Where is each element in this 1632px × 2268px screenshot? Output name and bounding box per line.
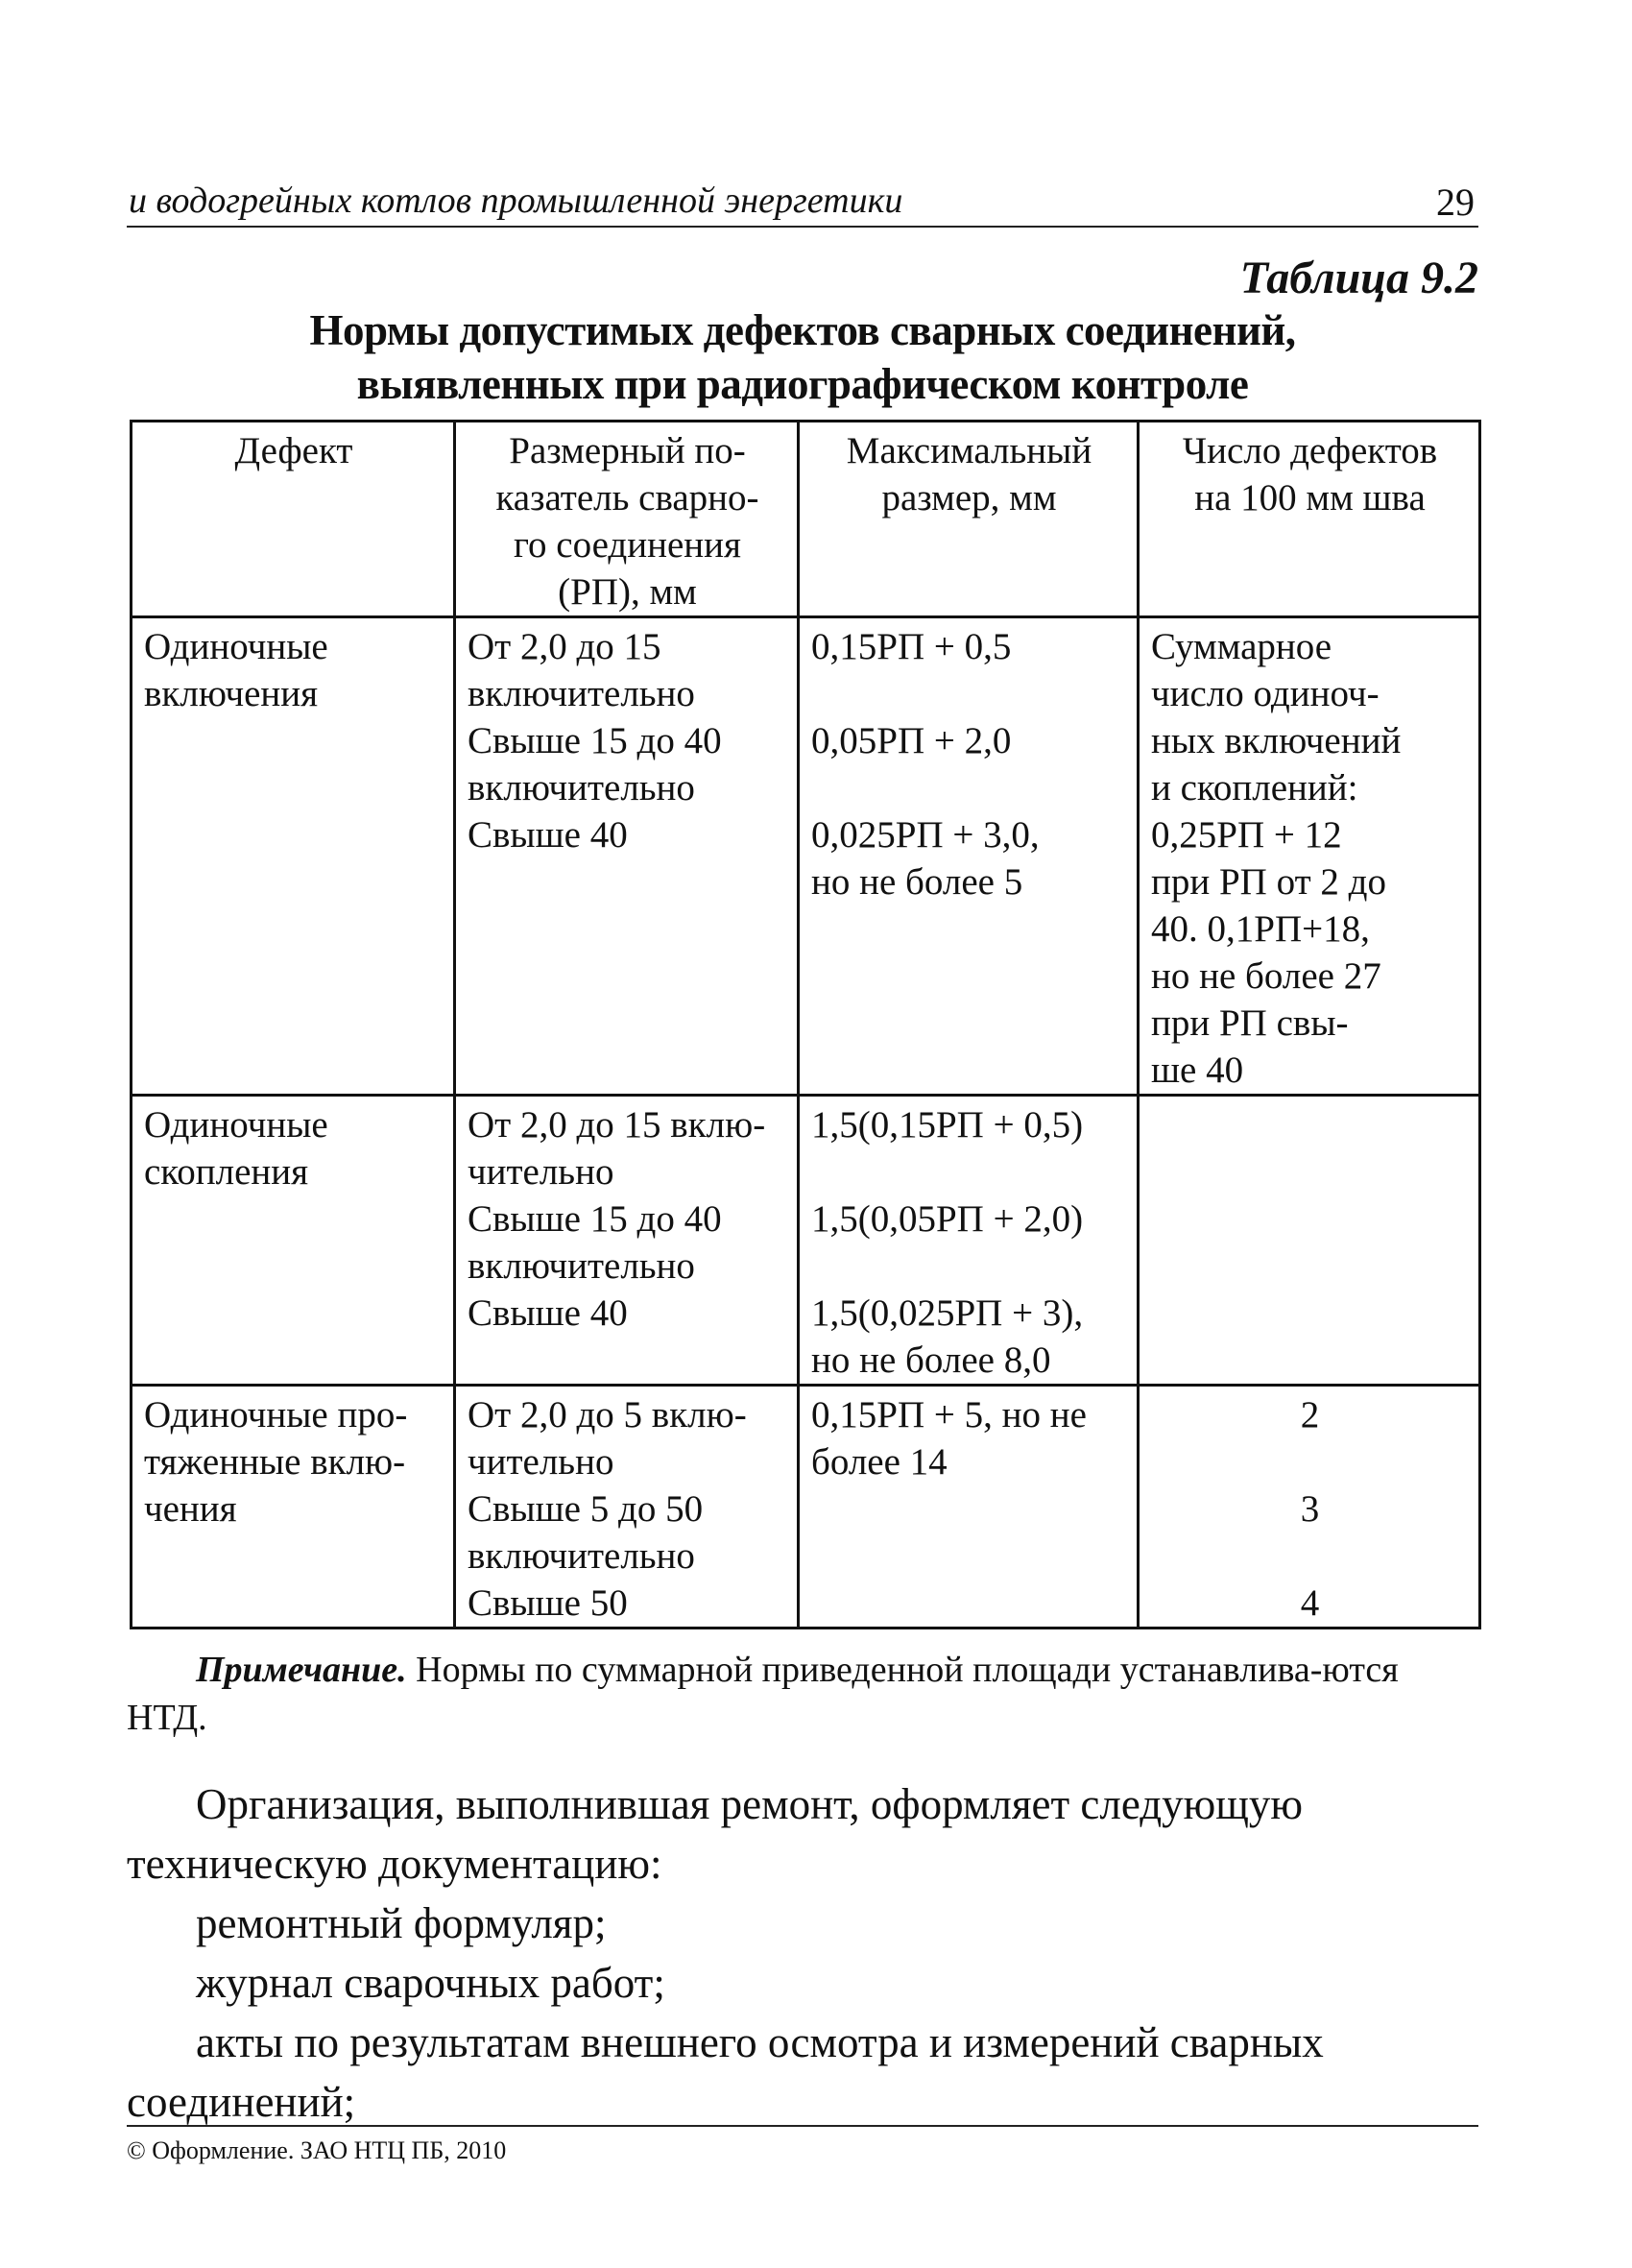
- table-header-row: [132, 422, 1480, 617]
- count-cell: [1139, 1386, 1480, 1629]
- max-size-value: 0,05РП + 2,0: [811, 720, 1012, 761]
- max-size-value: 0,025РП + 3,0, но не более 5: [811, 814, 1040, 903]
- list-item: журнал сварочных работ;: [196, 1959, 665, 2007]
- count-cell: Суммарное число одиноч- ных включений и скоплений: 0,25РП + 12 при РП от 2 до 40. 0,1РП+18, но не более 27 при РП свы- ше 40: [1139, 617, 1480, 1096]
- max-size-value: 1,5(0,025РП + 3), но не более 8,0: [811, 1292, 1084, 1381]
- count-cell-empty: [1139, 1096, 1480, 1386]
- defect-cell: Одиночные включения: [132, 617, 455, 1096]
- range-value: Свыше 50: [468, 1582, 628, 1624]
- table-row: [132, 1096, 1480, 1386]
- range-value: Свыше 15 до 40 включительно: [468, 1198, 722, 1287]
- range-cell: [455, 1386, 799, 1629]
- range-value: От 2,0 до 15 вклю- чительно: [468, 1104, 766, 1193]
- table-title-line-1: Нормы допустимых дефектов сварных соединений,: [309, 306, 1296, 354]
- note-label: Примечание.: [196, 1650, 407, 1690]
- list-item: ремонтный формуляр;: [196, 1899, 607, 1947]
- range-value: Свыше 40: [468, 814, 628, 856]
- table-note: [127, 1646, 1478, 1742]
- range-value: Свыше 5 до 50 включительно: [468, 1488, 704, 1577]
- column-header: Дефект: [132, 422, 455, 617]
- body-intro: Организация, выполнившая ремонт, оформляет следующую техническую документацию:: [127, 1780, 1304, 1888]
- range-value: От 2,0 до 5 вклю- чительно: [468, 1394, 747, 1483]
- range-value: Свыше 15 до 40 включительно: [468, 720, 722, 808]
- defect-cell: Одиночные про- тяженные вклю- чения: [132, 1386, 455, 1629]
- running-title: и водогрейных котлов промышленной энергетики: [129, 181, 903, 221]
- count-value: 4: [1300, 1582, 1320, 1624]
- range-cell: [455, 617, 799, 1096]
- max-size-cell: 0,15РП + 5, но не более 14: [799, 1386, 1139, 1629]
- table-row: [132, 1386, 1480, 1629]
- note-text: Нормы по суммарной приведенной площади устанавлива-ются НТД.: [127, 1650, 1399, 1738]
- max-size-value: 1,5(0,15РП + 0,5): [811, 1104, 1084, 1146]
- column-header: Размерный по- казатель сварно- го соединения (РП), мм: [455, 422, 799, 617]
- defect-cell: Одиночные скопления: [132, 1096, 455, 1386]
- page-number: 29: [1436, 181, 1475, 224]
- page-footer: [127, 2125, 1478, 2165]
- max-size-value: 0,15РП + 0,5: [811, 626, 1012, 667]
- running-header: [127, 176, 1478, 228]
- table-row: [132, 617, 1480, 1096]
- max-size-cell: [799, 617, 1139, 1096]
- column-header: Максимальный размер, мм: [799, 422, 1139, 617]
- table-title-line-2: выявленных при радиографическом контроле: [356, 360, 1249, 408]
- column-header: Число дефектов на 100 мм шва: [1139, 422, 1480, 617]
- table-title: [127, 303, 1478, 411]
- body-last-item: акты по результатам внешнего осмотра и измерений сварных соединений;: [127, 2018, 1324, 2126]
- range-cell: [455, 1096, 799, 1386]
- max-size-value: 1,5(0,05РП + 2,0): [811, 1198, 1084, 1240]
- count-value: 2: [1300, 1394, 1320, 1436]
- count-value: 3: [1300, 1488, 1320, 1530]
- footer-copyright: © Оформление. ЗАО НТЦ ПБ, 2010: [127, 2136, 507, 2164]
- table-label: Таблица 9.2: [1239, 253, 1478, 303]
- max-size-cell: [799, 1096, 1139, 1386]
- range-value: Свыше 40: [468, 1292, 628, 1334]
- defect-norms-table: [130, 420, 1481, 1629]
- range-value: От 2,0 до 15 включительно: [468, 626, 695, 714]
